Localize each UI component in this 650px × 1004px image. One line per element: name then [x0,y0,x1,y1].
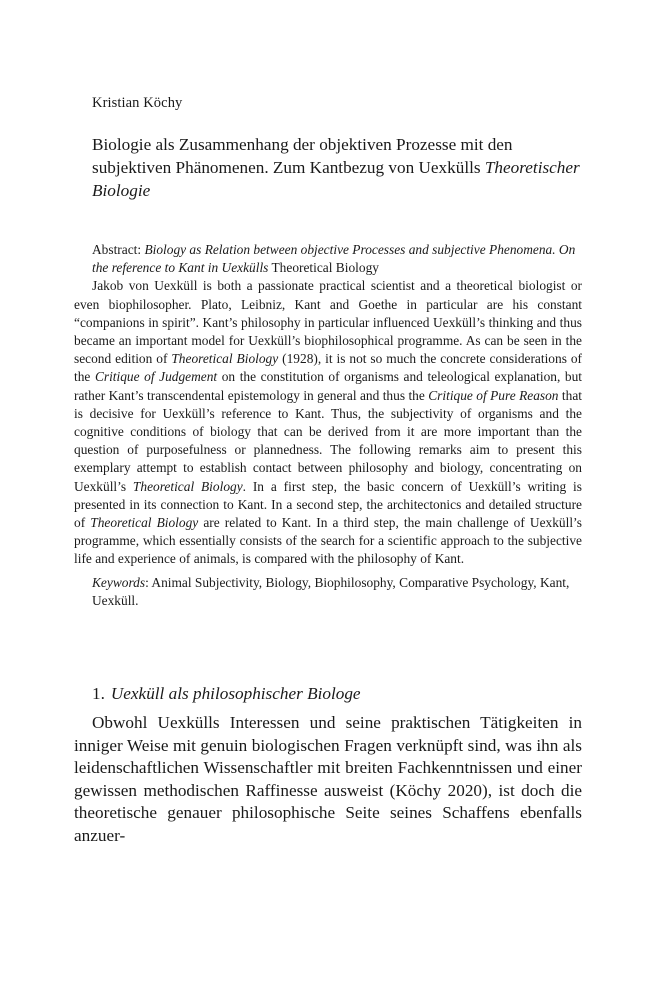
author-name: Kristian Köchy [92,95,183,111]
body-paragraph: Obwohl Uexkülls Interessen und seine praktischen Tätigkeiten in inniger Weise mit genuin biologischen Fragen verknüpft sind, was ihn als leidenschaftlichen Wissenschaftler mit breiten Fachkenntnissen und einer gewissen methodischen Raffinesse ausweist (Köchy 2020), ist doch die theoretische genauer philosophische Seite seines Schaffens ebenfalls anzuer- [74,713,582,845]
abstract-text-run: Jakob von Uexküll is both a passionate practical scientist and a theoretical biologist or even biophilosopher. Plato, Leibniz, Kant and Goethe in particular are his constant “companions in spirit”. Kant’s philosophy in particular influenced Uexküll’s thinking and thus became an important model for Uexküll’s biophilosophical programme. As can be seen in the second edition of [74,278,582,367]
keywords [92,574,582,610]
abstract-text-run: on the constitution of organisms and teleological explanation, but rather Kant’s transcendental epistemology in general and thus the [74,369,582,403]
section-number: 1. [92,684,105,703]
article-title [92,133,592,202]
abstract-label: Abstract: [92,242,145,257]
abstract-title-italic: Biology as Relation between objective Processes and subjective Phenomena. On the reference to Kant in Uexkülls [92,242,576,276]
article-title-italic: Theoretischer Biologie [92,158,580,200]
abstract-italic-title: Theoretical Biology [171,351,279,367]
keywords-list: : Animal Subjectivity, Biology, Biophilosophy, Comparative Psychology, Kant, Uexküll. [92,574,570,608]
abstract-heading [92,241,582,277]
section-title: Uexküll als philosophischer Biologe [110,684,361,703]
abstract [74,241,582,610]
article-title-main: Biologie als Zusammenhang der objektiven Prozesse mit den subjektiven Phänomenen. Zum Kantbezug von Uexkülls [92,135,513,177]
abstract-text-run: are related to Kant. In a third step, the main challenge of Uexküll’s programme, which essentially consists of the search for a scientific approach to the subjective life and experience of animals, is compared with the philosophy of Kant. [74,515,582,567]
abstract-text-run: that is decisive for Uexküll’s reference to Kant. Thus, the subjectivity of organisms and the cognitive conditions of biology that can be derived from it are more important than the question of purposefulness or plannedness. The following remarks aim to present this exemplary attempt to establish contact between philosophy and biology, concentrating on Uexküll’s [74,387,582,494]
abstract-title-roman: Theoretical Biology [268,260,379,276]
abstract-italic-title: Critique of Judgement [94,369,218,385]
keywords-label: Keywords [92,574,146,590]
abstract-body [74,277,582,568]
section-heading [92,684,361,704]
abstract-text-run: . In a first step, the basic concern of Uexküll’s writing is presented in its connection to Kant. In a second step, the architectonics and detailed structure of [74,478,582,531]
abstract-italic-title: Critique of Pure Reason [428,387,559,403]
abstract-italic-title: Theoretical Biology [90,515,199,531]
abstract-text-run: (1928), it is not so much the concrete considerations of the [74,351,582,385]
abstract-italic-title: Theoretical Biology [132,478,243,494]
